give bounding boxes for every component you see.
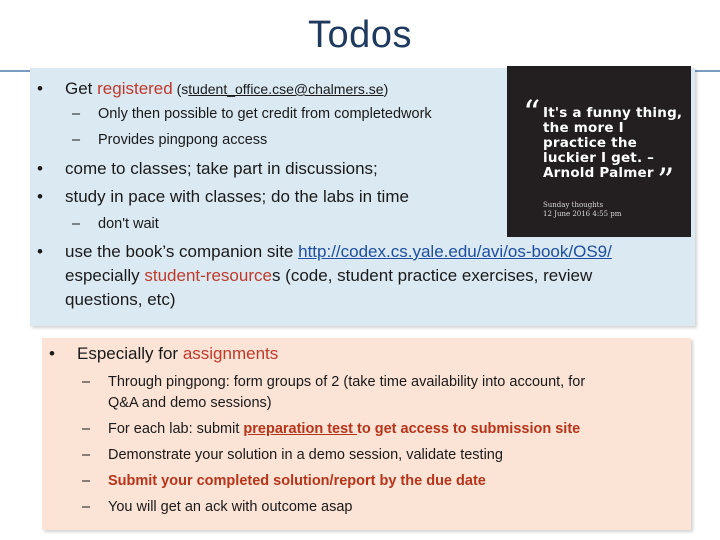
preparation-test-highlight: preparation test — [243, 421, 358, 437]
bullet-companion-site: • use the book’s companion site http://codex.cs.yale.edu/avi/os-book/OS9/ — [37, 242, 612, 261]
assign-item-demo: – Demonstrate your solution in a demo session, validate testing — [82, 447, 503, 463]
bullet-assignments: • Especially for assignments — [49, 344, 279, 363]
companion-line-3: questions, etc) — [65, 290, 176, 309]
sub-dont-wait: – don't wait — [72, 216, 159, 232]
email-link[interactable]: tudent_office.cse@chalmers.se — [188, 81, 384, 97]
assignments-highlight: assignments — [182, 344, 279, 363]
quote-image — [507, 66, 691, 237]
assign-item-pingpong: – Through pingpong: form groups of 2 (take time availability into account, for — [82, 374, 586, 390]
assign-item-submit-prep: – For each lab: submit preparation test to get access to submission site — [82, 421, 581, 437]
bullet-study: • study in pace with classes; do the labs in time — [37, 187, 409, 206]
registered-highlight: registered — [97, 79, 173, 98]
companion-line-2: especially student-resources (code, student practice exercises, review — [65, 266, 593, 285]
bullet-dot: • — [37, 79, 43, 98]
sub-pingpong: – Provides pingpong access — [72, 132, 268, 148]
quote-close-mark: ” — [657, 161, 675, 201]
quote-open-mark: “ — [523, 93, 541, 133]
quote-signature: Sunday thoughts 12 June 2016 4:55 pm — [543, 201, 622, 218]
bullet-classes: • come to classes; take part in discussions; — [37, 159, 378, 178]
student-resources-highlight: student-resource — [144, 266, 272, 285]
assign-item-ack: – You will get an ack with outcome asap — [82, 499, 353, 515]
sub-credit: – Only then possible to get credit from completedwork — [72, 106, 432, 122]
quote-text: It's a funny thing, the more I practice the luckier I get. – Arnold Palmer — [543, 105, 683, 181]
book-site-link[interactable]: http://codex.cs.yale.edu/avi/os-book/OS9/ — [298, 242, 612, 261]
bullet-registered: • Get registered (student_office.cse@chalmers.se) — [65, 77, 388, 101]
assign-item-pingpong-cont: Q&A and demo sessions) — [108, 395, 272, 411]
slide-title: Todos — [308, 14, 412, 56]
assign-item-submit-report: – Submit your completed solution/report by the due date — [82, 473, 486, 489]
